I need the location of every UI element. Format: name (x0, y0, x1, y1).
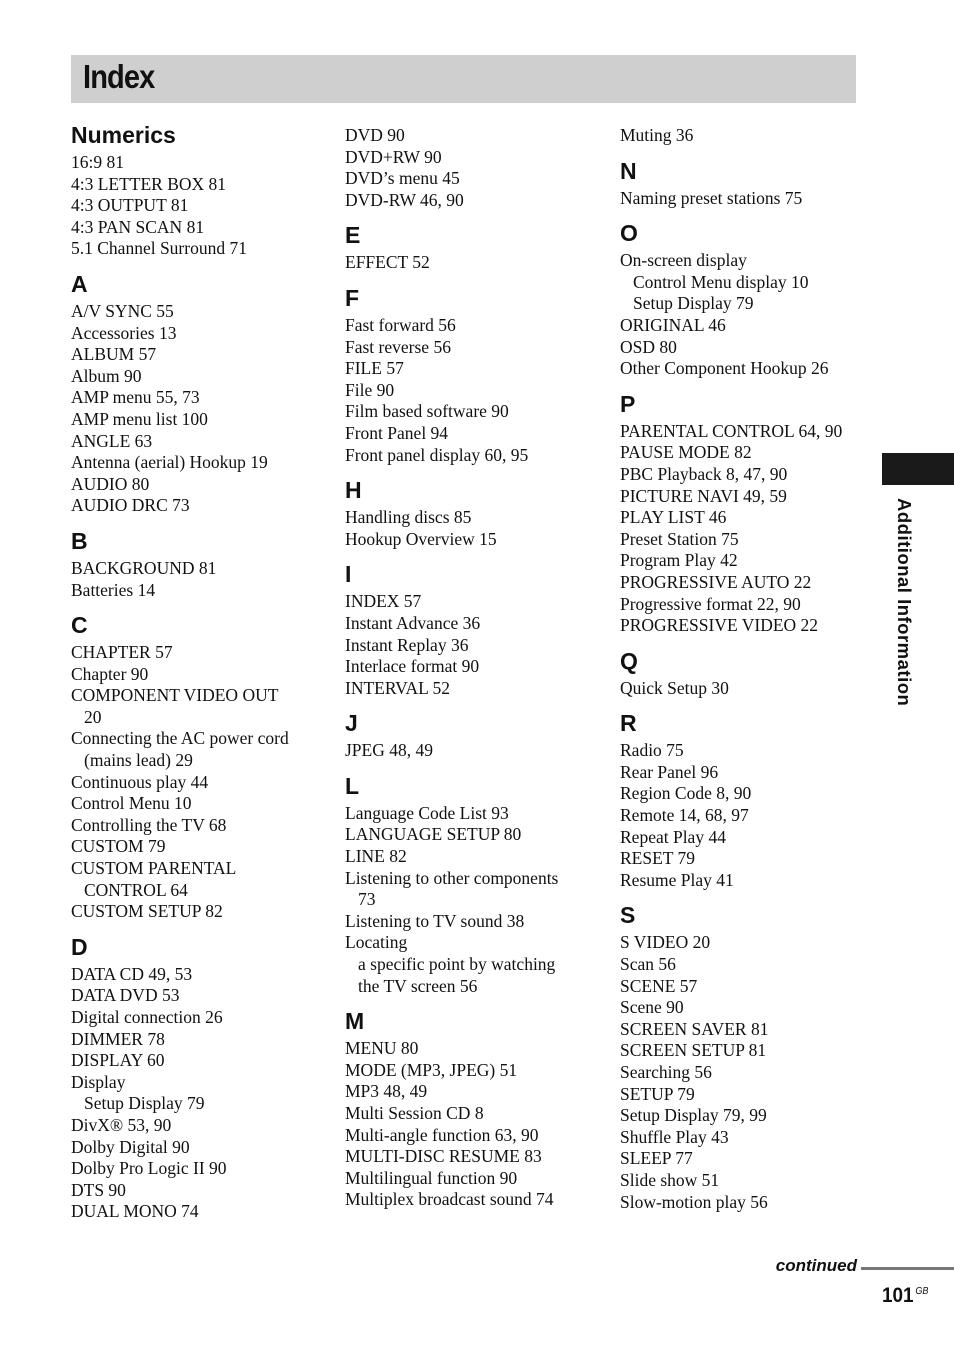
index-entry: Handling discs 85 (345, 507, 472, 528)
index-entry: SCENE 57 (620, 975, 698, 996)
index-entry: A/V SYNC 55 (71, 300, 174, 321)
index-entry: Multilingual function 90 (345, 1167, 518, 1188)
section-tab-marker (882, 453, 954, 485)
index-entry: MENU 80 (345, 1038, 419, 1059)
index-entry: Front Panel 94 (345, 422, 449, 443)
index-entry: EFFECT 52 (345, 252, 430, 273)
index-entry: Fast forward 56 (345, 314, 456, 335)
index-entry: Resume Play 41 (620, 869, 734, 890)
index-entry: DATA DVD 53 (71, 985, 180, 1006)
index-entry: SETUP 79 (620, 1083, 695, 1104)
index-entry: CUSTOM PARENTAL (71, 858, 237, 879)
page-title: Index (83, 58, 155, 95)
index-entry: Dolby Pro Logic II 90 (71, 1158, 227, 1179)
index-entry: AUDIO 80 (71, 473, 150, 494)
index-entry: DivX® 53, 90 (71, 1114, 172, 1135)
index-entry: 4:3 PAN SCAN 81 (71, 216, 205, 237)
index-entry: INDEX 57 (345, 591, 422, 612)
index-entry: ANGLE 63 (71, 430, 153, 451)
index-entry: OSD 80 (620, 336, 677, 357)
index-subentry: (mains lead) 29 (84, 750, 193, 771)
section-heading: Q (620, 647, 638, 674)
index-entry: Setup Display 79, 99 (620, 1105, 767, 1126)
section-heading: I (345, 561, 352, 588)
index-entry: Naming preset stations 75 (620, 187, 803, 208)
index-entry: Fast reverse 56 (345, 336, 451, 357)
column-1-content (71, 122, 289, 1223)
index-entry: Chapter 90 (71, 663, 149, 684)
index-entry: Accessories 13 (71, 322, 177, 343)
index-subentry: a specific point by watching (358, 954, 556, 975)
index-subentry: 73 (358, 889, 376, 910)
section-heading: B (71, 527, 88, 554)
column-3-content (620, 125, 842, 1213)
column-2-content (345, 125, 558, 1211)
index-entry: DVD’s menu 45 (345, 168, 460, 189)
index-entry: Muting 36 (620, 125, 694, 145)
index-entry: Batteries 14 (71, 579, 156, 600)
index-entry: Remote 14, 68, 97 (620, 805, 749, 826)
section-heading: F (345, 284, 360, 311)
index-entry: DVD-RW 46, 90 (345, 189, 464, 210)
section-heading: O (620, 220, 638, 247)
index-entry: SCREEN SAVER 81 (620, 1018, 769, 1039)
index-entry: DIMMER 78 (71, 1028, 165, 1049)
section-heading: M (345, 1008, 365, 1035)
index-entry: JPEG 48, 49 (345, 740, 433, 761)
index-entry: Repeat Play 44 (620, 826, 726, 847)
index-subentry: 20 (84, 706, 102, 727)
index-entry: PLAY LIST 46 (620, 507, 727, 528)
index-entry: On-screen display (620, 250, 747, 271)
page-number-suffix: GB (915, 1286, 929, 1297)
index-entry: 5.1 Channel Surround 71 (71, 238, 247, 259)
index-entry: Locating (345, 932, 408, 953)
section-heading: S (620, 902, 636, 929)
index-entry: ALBUM 57 (71, 344, 157, 365)
index-entry: PARENTAL CONTROL 64, 90 (620, 420, 843, 441)
index-subentry: CONTROL 64 (84, 879, 188, 900)
index-entry: AMP menu list 100 (71, 408, 208, 429)
index-entry: Scan 56 (620, 954, 676, 975)
index-entry: Instant Advance 36 (345, 612, 481, 633)
continued-label: continued (775, 1256, 857, 1275)
index-entry: Antenna (aerial) Hookup 19 (71, 452, 268, 473)
index-entry: Other Component Hookup 26 (620, 358, 829, 379)
index-entry: PBC Playback 8, 47, 90 (620, 463, 788, 484)
index-subentry: Control Menu display 10 (633, 271, 809, 292)
index-entry: DISPLAY 60 (71, 1050, 165, 1071)
index-entry: BACKGROUND 81 (71, 557, 217, 578)
index-entry: COMPONENT VIDEO OUT (71, 685, 279, 706)
index-entry: AMP menu 55, 73 (71, 387, 200, 408)
index-entry: DTS 90 (71, 1179, 126, 1200)
index-entry: ORIGINAL 46 (620, 314, 726, 335)
index-entry: DVD+RW 90 (345, 146, 442, 167)
index-entry: Front panel display 60, 95 (345, 444, 529, 465)
index-entry: PICTURE NAVI 49, 59 (620, 485, 787, 506)
index-entry: PROGRESSIVE AUTO 22 (620, 571, 812, 592)
index-entry: Searching 56 (620, 1062, 712, 1082)
index-entry: Scene 90 (620, 997, 684, 1018)
index-subentry: Setup Display 79 (84, 1093, 205, 1114)
index-entry: 16:9 81 (71, 152, 124, 172)
index-subentry: the TV screen 56 (358, 975, 478, 996)
index-entry: Dolby Digital 90 (71, 1136, 190, 1157)
index-entry: FILE 57 (345, 358, 404, 379)
index-entry: Progressive format 22, 90 (620, 593, 801, 614)
index-entry: 4:3 LETTER BOX 81 (71, 173, 227, 194)
index-entry: SCREEN SETUP 81 (620, 1040, 767, 1061)
index-entry: Film based software 90 (345, 401, 509, 422)
section-heading: Numerics (71, 122, 176, 148)
section-heading: D (71, 933, 88, 960)
index-subentry: Setup Display 79 (633, 293, 754, 314)
index-entry: DATA CD 49, 53 (71, 963, 193, 984)
page-number (882, 1284, 928, 1308)
index-entry: DUAL MONO 74 (71, 1201, 199, 1222)
index-entry: Slide show 51 (620, 1169, 720, 1190)
index-entry: Multi-angle function 63, 90 (345, 1124, 539, 1145)
index-entry: File 90 (345, 379, 395, 400)
index-entry: MP3 48, 49 (345, 1081, 428, 1102)
section-heading: E (345, 222, 361, 249)
index-entry: Digital connection 26 (71, 1007, 223, 1027)
index-entry: Listening to TV sound 38 (345, 910, 525, 931)
section-heading: N (620, 157, 637, 184)
index-entry: INTERVAL 52 (345, 677, 451, 698)
section-heading: J (345, 710, 358, 737)
index-entry: Multi Session CD 8 (345, 1103, 484, 1123)
index-entry: Controlling the TV 68 (71, 814, 227, 835)
index-entry: Radio 75 (620, 740, 684, 761)
index-entry: DVD 90 (345, 125, 405, 145)
index-entry: AUDIO DRC 73 (71, 495, 190, 516)
index-entry: S VIDEO 20 (620, 932, 711, 953)
section-heading: L (345, 772, 360, 799)
index-entry: Language Code List 93 (345, 802, 509, 823)
index-entry: SLEEP 77 (620, 1148, 693, 1169)
index-entry: Quick Setup 30 (620, 677, 729, 698)
index-entry: 4:3 OUTPUT 81 (71, 195, 189, 216)
index-entry: Region Code 8, 90 (620, 783, 752, 804)
section-heading: P (620, 390, 636, 417)
index-entry: Instant Replay 36 (345, 634, 469, 655)
title-bar (71, 55, 856, 103)
index-entry: LINE 82 (345, 846, 407, 867)
index-entry: Slow-motion play 56 (620, 1191, 768, 1212)
section-heading: H (345, 477, 362, 504)
index-entry: Continuous play 44 (71, 771, 209, 792)
index-entry: CUSTOM 79 (71, 836, 166, 857)
index-entry: Control Menu 10 (71, 793, 192, 814)
index-entry: Listening to other components (345, 867, 559, 888)
index-entry: MODE (MP3, JPEG) 51 (345, 1059, 518, 1080)
index-entry: PAUSE MODE 82 (620, 442, 752, 463)
index-entry: Display (71, 1071, 126, 1092)
index-entry: CHAPTER 57 (71, 642, 173, 663)
index-entry: Album 90 (71, 365, 142, 386)
index-entry: Multiplex broadcast sound 74 (345, 1189, 554, 1210)
index-entry: LANGUAGE SETUP 80 (345, 824, 522, 845)
section-tab-label: Additional Information (894, 498, 915, 707)
section-heading: A (71, 270, 88, 297)
section-heading: R (620, 710, 637, 737)
index-entry: Hookup Overview 15 (345, 528, 497, 549)
index-entry: MULTI-DISC RESUME 83 (345, 1146, 542, 1167)
index-entry: Rear Panel 96 (620, 761, 719, 782)
section-heading: C (71, 612, 88, 639)
index-entry: Connecting the AC power cord (71, 728, 289, 749)
index-entry: Shuffle Play 43 (620, 1126, 729, 1147)
page-number-value: 101 (882, 1284, 914, 1307)
index-entry: Program Play 42 (620, 550, 738, 571)
index-entry: RESET 79 (620, 848, 696, 869)
index-entry: PROGRESSIVE VIDEO 22 (620, 615, 819, 636)
index-entry: CUSTOM SETUP 82 (71, 901, 223, 922)
continued-rule (861, 1267, 954, 1270)
index-entry: Preset Station 75 (620, 528, 739, 549)
index-entry: Interlace format 90 (345, 656, 480, 677)
